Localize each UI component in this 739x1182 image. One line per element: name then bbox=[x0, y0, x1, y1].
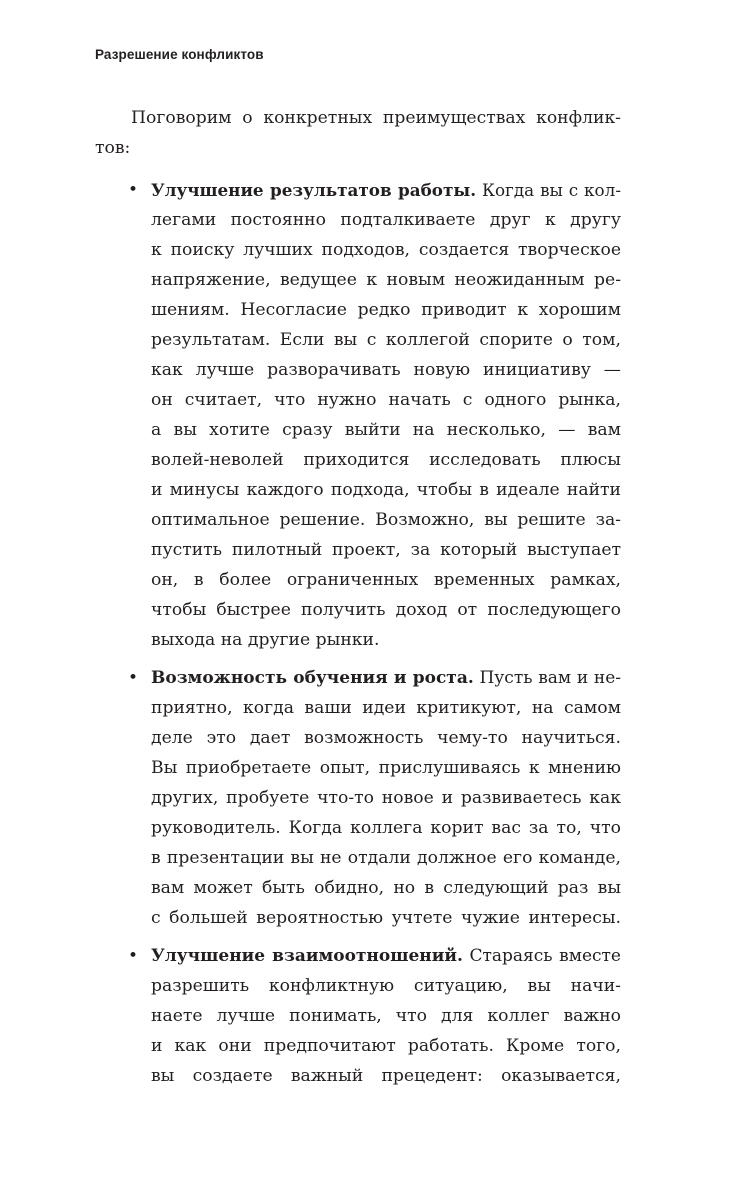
bullet-1-first-rest: Когда вы с кол- bbox=[476, 180, 621, 200]
bullet-3-line: разрешить конфликтную ситуацию, вы начи- bbox=[151, 976, 621, 996]
bullet-2-line: других, пробуете что-то новое и развиваетесь как bbox=[151, 788, 621, 808]
bullet-1-line: легами постоянно подталкиваете друг к другу bbox=[151, 210, 621, 230]
bullet-1-last-line: выхода на другие рынки. bbox=[151, 630, 380, 650]
bullet-marker: • bbox=[128, 180, 139, 200]
bullet-2-line: руководитель. Когда коллега корит вас за то, что bbox=[151, 818, 621, 838]
bullet-1-line: шениям. Несогласие редко приводит к хорошим bbox=[151, 300, 621, 320]
bullet-1-line: результатам. Если вы с коллегой спорите о том, bbox=[151, 330, 621, 350]
bullet-2-first-line bbox=[151, 663, 621, 693]
bullet-3-first-rest: Стараясь вместе bbox=[462, 946, 621, 966]
bullet-3-line: вы создаете важный прецедент: оказывается, bbox=[151, 1066, 621, 1086]
bullet-1-line: как лучше разворачивать новую инициативу — bbox=[151, 360, 621, 380]
intro-line-1: Поговорим о конкретных преимуществах конфлик- bbox=[131, 108, 621, 128]
bullet-marker: • bbox=[128, 668, 139, 688]
bullet-1-first-line bbox=[151, 175, 621, 205]
bullet-2-line: в презентации вы не отдали должное его команде, bbox=[151, 848, 621, 868]
bullet-3-heading: Улучшение взаимоотношений. bbox=[151, 946, 463, 966]
bullet-1-line: он считает, что нужно начать с одного рынка, bbox=[151, 390, 621, 410]
bullet-marker: • bbox=[128, 946, 139, 966]
bullet-1-line: он, в более ограниченных временных рамках, bbox=[151, 570, 621, 590]
bullet-3-line: наете лучше понимать, что для коллег важно bbox=[151, 1006, 621, 1026]
bullet-1-line: пустить пилотный проект, за который выступает bbox=[151, 540, 621, 560]
bullet-2-line: Вы приобретаете опыт, прислушиваясь к мнению bbox=[151, 758, 621, 778]
bullet-1-line: и минусы каждого подхода, чтобы в идеале найти bbox=[151, 480, 621, 500]
bullet-2-line: вам может быть обидно, но в следующий раз вы bbox=[151, 878, 621, 898]
bullet-1-line: чтобы быстрее получить доход от последующего bbox=[151, 600, 621, 620]
bullet-1-line: а вы хотите сразу выйти на несколько, — вам bbox=[151, 420, 621, 440]
bullet-2-heading: Возможность обучения и роста. bbox=[151, 668, 474, 688]
bullet-2-line: деле это дает возможность чему-то научиться. bbox=[151, 728, 621, 748]
bullet-1-heading: Улучшение результатов работы. bbox=[151, 180, 477, 200]
bullet-3-first-line bbox=[151, 941, 621, 971]
bullet-1-line: волей-неволей приходится исследовать плюсы bbox=[151, 450, 621, 470]
running-header: Разрешение конфликтов bbox=[95, 47, 264, 62]
bullet-3-line: и как они предпочитают работать. Кроме того, bbox=[151, 1036, 621, 1056]
bullet-1-line: оптимальное решение. Возможно, вы решите за- bbox=[151, 510, 621, 530]
bullet-2-first-rest: Пусть вам и не- bbox=[473, 668, 621, 688]
bullet-2-line: приятно, когда ваши идеи критикуют, на самом bbox=[151, 698, 621, 718]
bullet-1-line: напряжение, ведущее к новым неожиданным ре- bbox=[151, 270, 621, 290]
intro-line-2: тов: bbox=[95, 138, 131, 158]
bullet-2-last-line: с большей вероятностью учтете чужие интересы. bbox=[151, 908, 621, 928]
bullet-1-line: к поиску лучших подходов, создается творческое bbox=[151, 240, 621, 260]
